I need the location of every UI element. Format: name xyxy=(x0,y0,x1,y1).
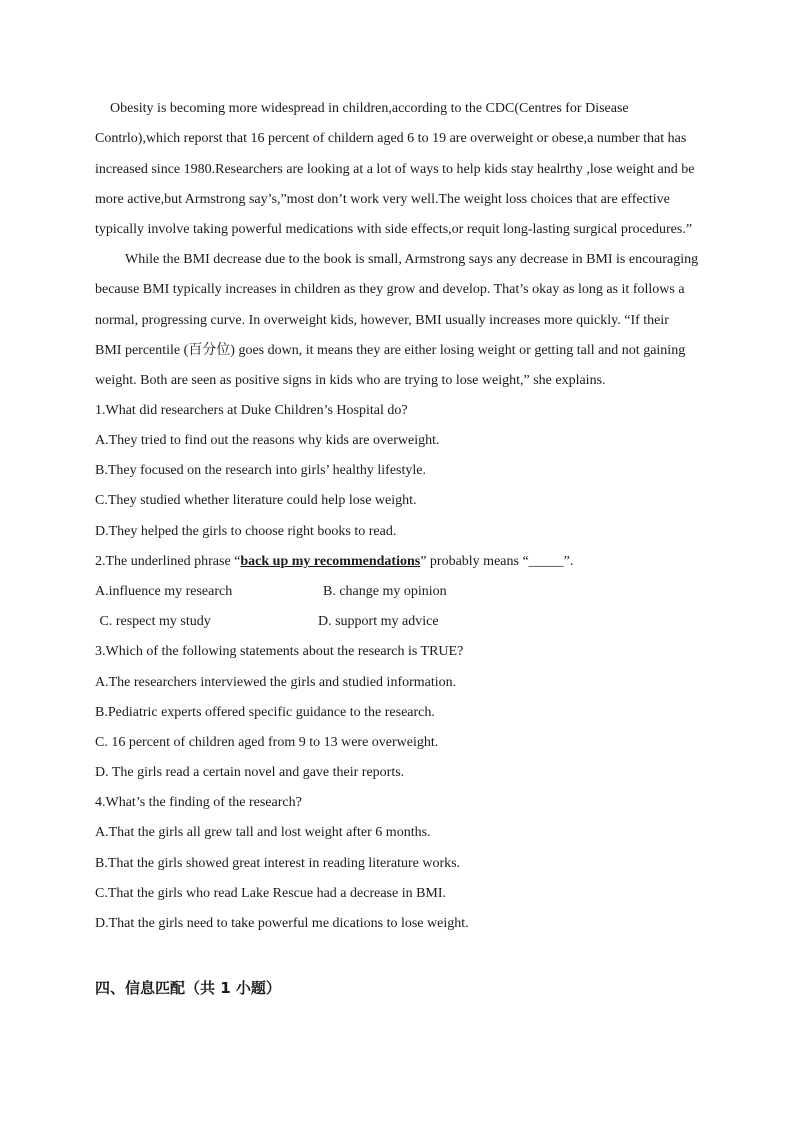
underlined-phrase: back up my recommendations xyxy=(240,554,421,569)
question-2-stem-prefix: 2.The underlined phrase “ xyxy=(95,554,241,569)
passage-p2-line-2: because BMI typically increases in children as they grow and develop. That’s okay as long as it follows a xyxy=(95,282,685,297)
passage-p2-line-5: weight. Both are seen as positive signs in kids who are trying to lose weight,” she explains. xyxy=(95,373,606,388)
passage-p1-line-5: typically involve taking powerful medications with side effects,or requit long-lasting surgical procedures.” xyxy=(95,222,693,237)
question-1-option-a: A.They tried to find out the reasons why kids are overweight. xyxy=(95,433,440,448)
question-1-stem: 1.What did researchers at Duke Children’s Hospital do? xyxy=(95,403,408,418)
passage-p1-line-3: increased since 1980.Researchers are looking at a lot of ways to help kids stay healrthy ,lose weight and be xyxy=(95,162,695,177)
question-4-option-b: B.That the girls showed great interest in reading literature works. xyxy=(95,856,461,871)
passage-p2-line-1: While the BMI decrease due to the book is small, Armstrong says any decrease in BMI is encouraging xyxy=(125,252,699,267)
question-4-option-d: D.That the girls need to take powerful me dications to lose weight. xyxy=(95,916,469,931)
question-3-option-d: D. The girls read a certain novel and gave their reports. xyxy=(95,765,405,780)
passage-p1-line-2: Contrlo),which reporst that 16 percent of childern aged 6 to 19 are overweight or obese,a number that has xyxy=(95,131,687,146)
section-heading: 四、信息匹配（共 1 小题） xyxy=(95,979,281,997)
question-4-option-a: A.That the girls all grew tall and lost weight after 6 months. xyxy=(95,825,431,840)
question-2-option-c: C. respect my study xyxy=(96,614,211,629)
question-1-option-d: D.They helped the girls to choose right books to read. xyxy=(95,524,397,539)
question-3-stem: 3.Which of the following statements about the research is TRUE? xyxy=(95,644,464,659)
question-2-option-d: D. support my advice xyxy=(318,614,439,629)
passage-p1-line-4: more active,but Armstrong say’s,”most don’t work very well.The weight loss choices that are effective xyxy=(95,192,670,207)
question-3-option-b: B.Pediatric experts offered specific guidance to the research. xyxy=(95,705,435,720)
passage-p2-line-4: BMI percentile (百分位) goes down, it means they are either losing weight or getting tall and not gaining xyxy=(95,343,686,358)
question-2-option-b: B. change my opinion xyxy=(323,584,447,599)
question-2-option-a: A.influence my research xyxy=(95,584,233,599)
question-4-option-c: C.That the girls who read Lake Rescue had a decrease in BMI. xyxy=(95,886,447,901)
question-1-option-b: B.They focused on the research into girls’ healthy lifestyle. xyxy=(95,463,426,478)
passage-p1-line-1: Obesity is becoming more widespread in children,according to the CDC(Centres for Disease xyxy=(110,101,629,116)
passage-p2-line-3: normal, progressing curve. In overweight kids, however, BMI usually increases more quickly. “If their xyxy=(95,313,669,328)
question-1-option-c: C.They studied whether literature could help lose weight. xyxy=(95,493,417,508)
question-4-stem: 4.What’s the finding of the research? xyxy=(95,795,302,810)
question-3-option-c: C. 16 percent of children aged from 9 to 13 were overweight. xyxy=(95,735,439,750)
question-2-stem xyxy=(95,553,573,571)
question-3-option-a: A.The researchers interviewed the girls and studied information. xyxy=(95,675,457,690)
question-2-stem-suffix: ” probably means “_____”. xyxy=(420,554,574,569)
